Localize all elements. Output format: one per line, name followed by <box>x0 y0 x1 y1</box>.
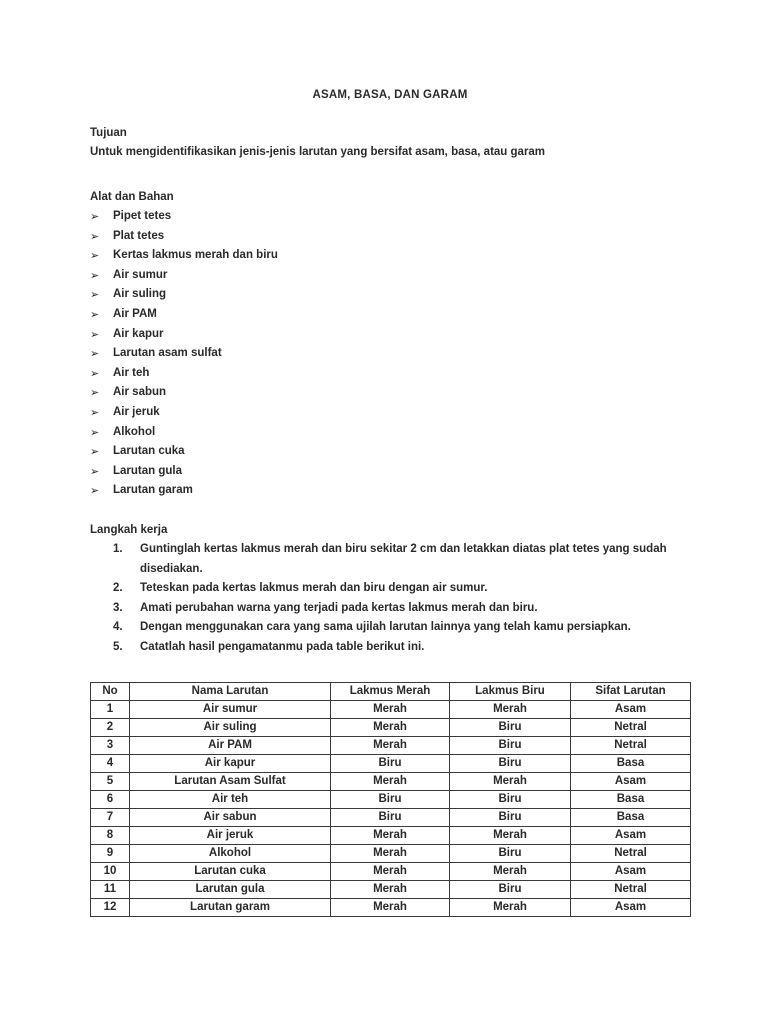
table-cell-nama: Larutan cuka <box>130 863 331 881</box>
list-item-label: Air PAM <box>113 307 157 320</box>
list-item-label: Air sumur <box>113 268 168 281</box>
procedure-step <box>90 618 690 638</box>
list-item-label: Kertas lakmus merah dan biru <box>113 249 278 262</box>
table-cell-sifat: Basa <box>571 755 691 773</box>
page-title: ASAM, BASA, DAN GARAM <box>312 89 468 101</box>
list-item <box>90 266 690 286</box>
table-cell-lakmus-biru: Merah <box>450 701 571 719</box>
procedure-step <box>90 599 690 619</box>
tujuan-text: Untuk mengidentifikasikan jenis-jenis larutan yang bersifat asam, basa, atau garam <box>90 146 546 158</box>
arrowhead-bullet-icon: ➢ <box>90 366 100 380</box>
table-cell-no: 3 <box>91 737 130 755</box>
table-cell-no: 7 <box>91 809 130 827</box>
table-cell-nama: Air teh <box>130 791 331 809</box>
list-item-label: Pipet tetes <box>113 210 172 222</box>
table-cell-nama: Larutan Asam Sulfat <box>130 773 331 791</box>
table-cell-lakmus-merah: Biru <box>331 791 450 809</box>
table-row <box>91 881 691 899</box>
procedure-step <box>90 579 690 599</box>
table-cell-sifat: Netral <box>571 737 691 755</box>
table-cell-lakmus-biru: Merah <box>450 863 571 881</box>
arrowhead-bullet-icon: ➢ <box>90 327 100 341</box>
section-langkah-kerja <box>90 521 690 658</box>
list-item-label: Larutan cuka <box>113 445 185 458</box>
section-tujuan <box>90 124 690 162</box>
table-cell-lakmus-biru: Biru <box>450 737 571 755</box>
procedure-step <box>90 638 690 658</box>
table-cell-no: 1 <box>91 701 130 719</box>
table-cell-no: 2 <box>91 719 130 737</box>
table-cell-no: 8 <box>91 827 130 845</box>
table-cell-nama: Air sumur <box>130 701 331 719</box>
arrowhead-bullet-icon: ➢ <box>90 464 100 478</box>
table-cell-lakmus-merah: Biru <box>331 809 450 827</box>
list-item-label: Air kapur <box>113 327 164 340</box>
list-item-label: Alkohol <box>113 425 156 438</box>
table-cell-sifat: Basa <box>571 809 691 827</box>
step-text: Dengan menggunakan cara yang sama ujilah larutan lainnya yang telah kamu persiapkan. <box>140 621 631 634</box>
table-row <box>91 809 691 827</box>
arrowhead-bullet-icon: ➢ <box>90 347 100 361</box>
table-cell-lakmus-biru: Merah <box>450 899 571 917</box>
table-cell-sifat: Netral <box>571 845 691 863</box>
table-cell-lakmus-merah: Merah <box>331 773 450 791</box>
spacer <box>90 501 690 521</box>
list-item <box>90 344 690 364</box>
table-cell-lakmus-merah: Merah <box>331 845 450 863</box>
table-cell-no: 12 <box>91 899 130 917</box>
list-item <box>90 364 690 384</box>
table-column-header: Sifat Larutan <box>571 683 691 701</box>
table-row <box>91 827 691 845</box>
list-item <box>90 305 690 325</box>
arrowhead-bullet-icon: ➢ <box>90 229 100 243</box>
list-item <box>90 423 690 443</box>
table-column-header: Lakmus Merah <box>331 683 450 701</box>
materials-list <box>90 207 690 501</box>
table-cell-no: 4 <box>91 755 130 773</box>
table-cell-nama: Air sabun <box>130 809 331 827</box>
table-cell-lakmus-merah: Merah <box>331 863 450 881</box>
step-number: 1. <box>113 542 123 555</box>
arrowhead-bullet-icon: ➢ <box>90 210 100 223</box>
table-cell-lakmus-merah: Merah <box>331 881 450 899</box>
list-item-label: Larutan asam sulfat <box>113 347 222 360</box>
table-cell-sifat: Basa <box>571 791 691 809</box>
table-body <box>91 701 691 917</box>
table-cell-sifat: Asam <box>571 773 691 791</box>
table-row <box>91 863 691 881</box>
arrowhead-bullet-icon: ➢ <box>90 386 100 400</box>
list-item <box>90 442 690 462</box>
step-text: Catatlah hasil pengamatanmu pada table berikut ini. <box>140 640 425 653</box>
table-cell-nama: Alkohol <box>130 845 331 863</box>
step-text: Teteskan pada kertas lakmus merah dan biru dengan air sumur. <box>140 582 488 595</box>
table-column-header: Nama Larutan <box>130 683 331 701</box>
list-item <box>90 481 690 501</box>
alat-dan-bahan-heading: Alat dan Bahan <box>90 191 174 203</box>
step-number: 2. <box>113 582 123 595</box>
procedure-step <box>90 540 690 579</box>
table-header-row <box>91 683 691 701</box>
table-cell-lakmus-biru: Biru <box>450 755 571 773</box>
table-row <box>91 737 691 755</box>
table-column-header: No <box>91 683 130 701</box>
table-cell-nama: Larutan garam <box>130 899 331 917</box>
table-cell-sifat: Netral <box>571 881 691 899</box>
table-cell-lakmus-biru: Merah <box>450 773 571 791</box>
step-number: 3. <box>113 601 123 614</box>
table-cell-sifat: Asam <box>571 701 691 719</box>
table-row <box>91 701 691 719</box>
section-alat-dan-bahan <box>90 188 690 501</box>
table-cell-lakmus-merah: Merah <box>331 719 450 737</box>
arrowhead-bullet-icon: ➢ <box>90 249 100 263</box>
table-cell-nama: Air suling <box>130 719 331 737</box>
table-cell-sifat: Asam <box>571 827 691 845</box>
table-row <box>91 773 691 791</box>
arrowhead-bullet-icon: ➢ <box>90 288 100 302</box>
tujuan-heading: Tujuan <box>90 127 127 139</box>
table-row <box>91 845 691 863</box>
arrowhead-bullet-icon: ➢ <box>90 484 100 498</box>
list-item-label: Larutan gula <box>113 464 183 477</box>
table-cell-nama: Air jeruk <box>130 827 331 845</box>
table-row <box>91 899 691 917</box>
list-item-label: Air suling <box>113 288 167 301</box>
table-cell-lakmus-biru: Merah <box>450 827 571 845</box>
table-cell-no: 11 <box>91 881 130 899</box>
spacer <box>90 162 690 188</box>
step-text: Guntinglah kertas lakmus merah dan biru sekitar 2 cm dan letakkan diatas plat tetes yang sudah disediakan. <box>140 542 667 575</box>
table-row <box>91 719 691 737</box>
step-number: 5. <box>113 640 123 653</box>
table-cell-no: 6 <box>91 791 130 809</box>
step-text: Amati perubahan warna yang terjadi pada kertas lakmus merah dan biru. <box>140 601 538 614</box>
table-cell-lakmus-biru: Biru <box>450 719 571 737</box>
table-row <box>91 755 691 773</box>
arrowhead-bullet-icon: ➢ <box>90 268 100 282</box>
table-cell-sifat: Netral <box>571 719 691 737</box>
arrowhead-bullet-icon: ➢ <box>90 445 100 459</box>
table-cell-nama: Air kapur <box>130 755 331 773</box>
table-cell-lakmus-biru: Biru <box>450 809 571 827</box>
list-item-label: Air sabun <box>113 386 167 399</box>
step-number: 4. <box>113 621 123 634</box>
list-item <box>90 325 690 345</box>
list-item <box>90 285 690 305</box>
table-cell-nama: Air PAM <box>130 737 331 755</box>
table-cell-lakmus-biru: Biru <box>450 845 571 863</box>
table-cell-no: 5 <box>91 773 130 791</box>
procedure-steps-list <box>90 540 690 658</box>
list-item <box>90 246 690 266</box>
list-item-label: Larutan garam <box>113 484 193 497</box>
table-cell-sifat: Asam <box>571 899 691 917</box>
list-item <box>90 207 690 227</box>
table-cell-lakmus-merah: Merah <box>331 737 450 755</box>
list-item-label: Air jeruk <box>113 405 160 418</box>
table-row <box>91 791 691 809</box>
table-cell-sifat: Asam <box>571 863 691 881</box>
document-body <box>90 88 690 917</box>
results-table <box>90 682 691 917</box>
arrowhead-bullet-icon: ➢ <box>90 307 100 321</box>
langkah-kerja-heading: Langkah kerja <box>90 523 168 536</box>
table-cell-lakmus-biru: Biru <box>450 881 571 899</box>
arrowhead-bullet-icon: ➢ <box>90 425 100 439</box>
table-cell-lakmus-merah: Merah <box>331 827 450 845</box>
arrowhead-bullet-icon: ➢ <box>90 405 100 419</box>
list-item-label: Air teh <box>113 366 150 379</box>
list-item <box>90 462 690 482</box>
list-item-label: Plat tetes <box>113 229 165 242</box>
table-cell-lakmus-merah: Biru <box>331 755 450 773</box>
table-cell-nama: Larutan gula <box>130 881 331 899</box>
table-cell-lakmus-merah: Merah <box>331 701 450 719</box>
results-table-wrapper <box>90 682 690 917</box>
table-cell-no: 10 <box>91 863 130 881</box>
table-column-header: Lakmus Biru <box>450 683 571 701</box>
table-cell-no: 9 <box>91 845 130 863</box>
table-cell-lakmus-merah: Merah <box>331 899 450 917</box>
list-item <box>90 403 690 423</box>
list-item <box>90 383 690 403</box>
table-cell-lakmus-biru: Biru <box>450 791 571 809</box>
list-item <box>90 227 690 247</box>
